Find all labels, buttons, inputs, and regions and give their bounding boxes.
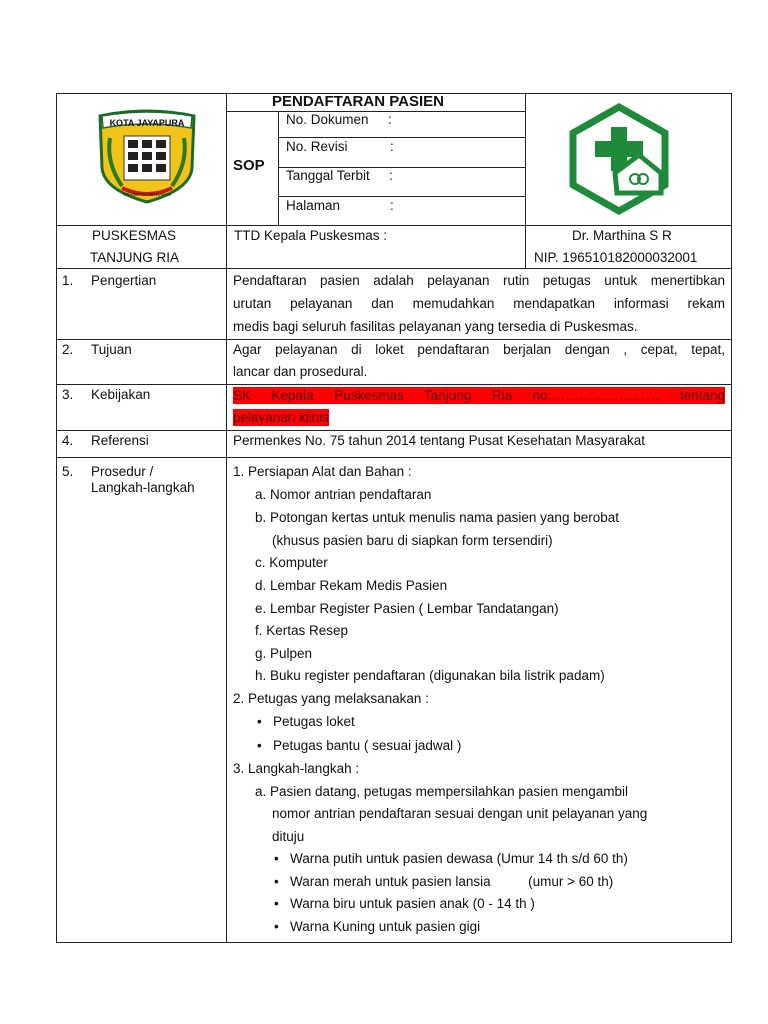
- title-row-divider: [226, 111, 525, 112]
- prosedur-section-heading: 2. Petugas yang melaksanakan :: [233, 691, 429, 706]
- bullet-icon: •: [257, 738, 262, 753]
- signer-nip: NIP. 196510182000032001: [534, 250, 698, 265]
- prosedur-sub-bullet: Warna biru untuk pasien anak (0 - 14 th ): [290, 896, 535, 911]
- org-place: TANJUNG RIA: [90, 250, 180, 265]
- prosedur-item: dituju: [272, 829, 305, 844]
- row-label: Prosedur /: [91, 464, 154, 479]
- row-number: 3.: [62, 387, 74, 402]
- row-number: 2.: [62, 342, 74, 357]
- prosedur-item: b. Potongan kertas untuk menulis nama pasien yang berobat: [255, 510, 619, 525]
- prosedur-item: h. Buku register pendaftaran (digunakan bila listrik padam): [255, 668, 605, 683]
- ttd-label: TTD Kepala Puskesmas :: [234, 228, 388, 243]
- doc-field-label: No. Revisi: [286, 139, 348, 154]
- doc-field-separator: :: [390, 139, 394, 154]
- column-divider-header-right: [525, 93, 526, 268]
- prosedur-item: a. Pasien datang, petugas mempersilahkan pasien mengambil: [255, 784, 628, 799]
- column-divider-left: [226, 93, 227, 943]
- sop-label: SOP: [233, 157, 265, 174]
- row-divider: [56, 457, 732, 458]
- prosedur-bullet-item: Petugas loket: [273, 714, 355, 729]
- bullet-icon: •: [274, 851, 279, 866]
- prosedur-item: e. Lembar Register Pasien ( Lembar Tandatangan): [255, 601, 559, 616]
- row-divider: [56, 430, 732, 431]
- doc-field-label: Tanggal Terbit: [286, 168, 370, 183]
- row-label: Referensi: [91, 433, 149, 448]
- row-number: 1.: [62, 273, 74, 288]
- signer-name: Dr. Marthina S R: [572, 228, 672, 243]
- sop-cell-divider: [278, 111, 279, 225]
- prosedur-sub-bullet: Waran merah untuk pasien lansia (umur > 60 th): [290, 874, 614, 889]
- row-number: 5.: [62, 464, 74, 479]
- row-text-line: Permenkes No. 75 tahun 2014 tentang Pusat Kesehatan Masyarakat: [233, 433, 646, 448]
- prosedur-sub-bullet: Warna Kuning untuk pasien gigi: [290, 919, 481, 934]
- row-label: Pengertian: [91, 273, 157, 288]
- prosedur-sub-bullet: Warna putih untuk pasien dewasa (Umur 14 th s/d 60 th): [290, 851, 628, 866]
- header-bottom-divider: [56, 225, 732, 226]
- doc-field-label: Halaman: [286, 198, 341, 213]
- doc-field-separator: :: [390, 198, 394, 213]
- kebijakan-highlight-line: pelayanan klinis: [233, 410, 330, 425]
- puskesmas-logo: [565, 103, 673, 215]
- row-text-line: Pendaftaran pasien adalah pelayanan rutin petugas untuk menertibkan: [233, 273, 725, 288]
- doc-field-separator: :: [388, 112, 392, 127]
- svg-text:PRASETYA ADI KARYA: PRASETYA ADI KARYA: [122, 192, 172, 197]
- prosedur-item: f. Kertas Resep: [255, 623, 349, 638]
- svg-text:KOTA JAYAPURA: KOTA JAYAPURA: [109, 118, 185, 128]
- bullet-icon: •: [257, 714, 262, 729]
- org-name: PUSKESMAS: [92, 228, 177, 243]
- row-divider: [56, 268, 732, 269]
- prosedur-section-heading: 3. Langkah-langkah :: [233, 761, 360, 776]
- doc-field-separator: :: [389, 168, 393, 183]
- prosedur-item: nomor antrian pendaftaran sesuai dengan unit pelayanan yang: [272, 806, 648, 821]
- prosedur-item: g. Pulpen: [255, 646, 313, 661]
- document-title: PENDAFTARAN PASIEN: [272, 93, 444, 110]
- row-text-line: medis bagi seluruh fasilitas pelayanan yang tersedia di Puskesmas.: [233, 319, 638, 334]
- row-number: 4.: [62, 433, 74, 448]
- prosedur-item: a. Nomor antrian pendaftaran: [255, 487, 432, 502]
- row-label: Kebijakan: [91, 387, 151, 402]
- bullet-icon: •: [274, 896, 279, 911]
- bullet-icon: •: [274, 919, 279, 934]
- prosedur-item: c. Komputer: [255, 555, 328, 570]
- row-divider: [56, 384, 732, 385]
- kebijakan-highlight-line: SK Kepala Puskesmas Tanjung Ria no.…………………… tentang: [233, 388, 725, 403]
- row-divider: [56, 339, 732, 340]
- prosedur-item: d. Lembar Rekam Medis Pasien: [255, 578, 448, 593]
- row-label: Langkah-langkah: [91, 480, 195, 495]
- row-text-line: urutan pelayanan dan memudahkan mendapatkan informasi rekam: [233, 296, 725, 311]
- row-text-line: Agar pelayanan di loket pendaftaran berjalan dengan , cepat, tepat,: [233, 342, 725, 357]
- prosedur-section-heading: 1. Persiapan Alat dan Bahan :: [233, 464, 412, 479]
- bullet-icon: •: [274, 874, 279, 889]
- prosedur-item: (khusus pasien baru di siapkan form tersendiri): [272, 533, 553, 548]
- kota-jayapura-emblem: [92, 108, 202, 204]
- prosedur-bullet-item: Petugas bantu ( sesuai jadwal ): [273, 738, 462, 753]
- row-text-line: lancar dan prosedural.: [233, 364, 368, 379]
- row-label: Tujuan: [91, 342, 132, 357]
- doc-field-label: No. Dokumen: [286, 112, 369, 127]
